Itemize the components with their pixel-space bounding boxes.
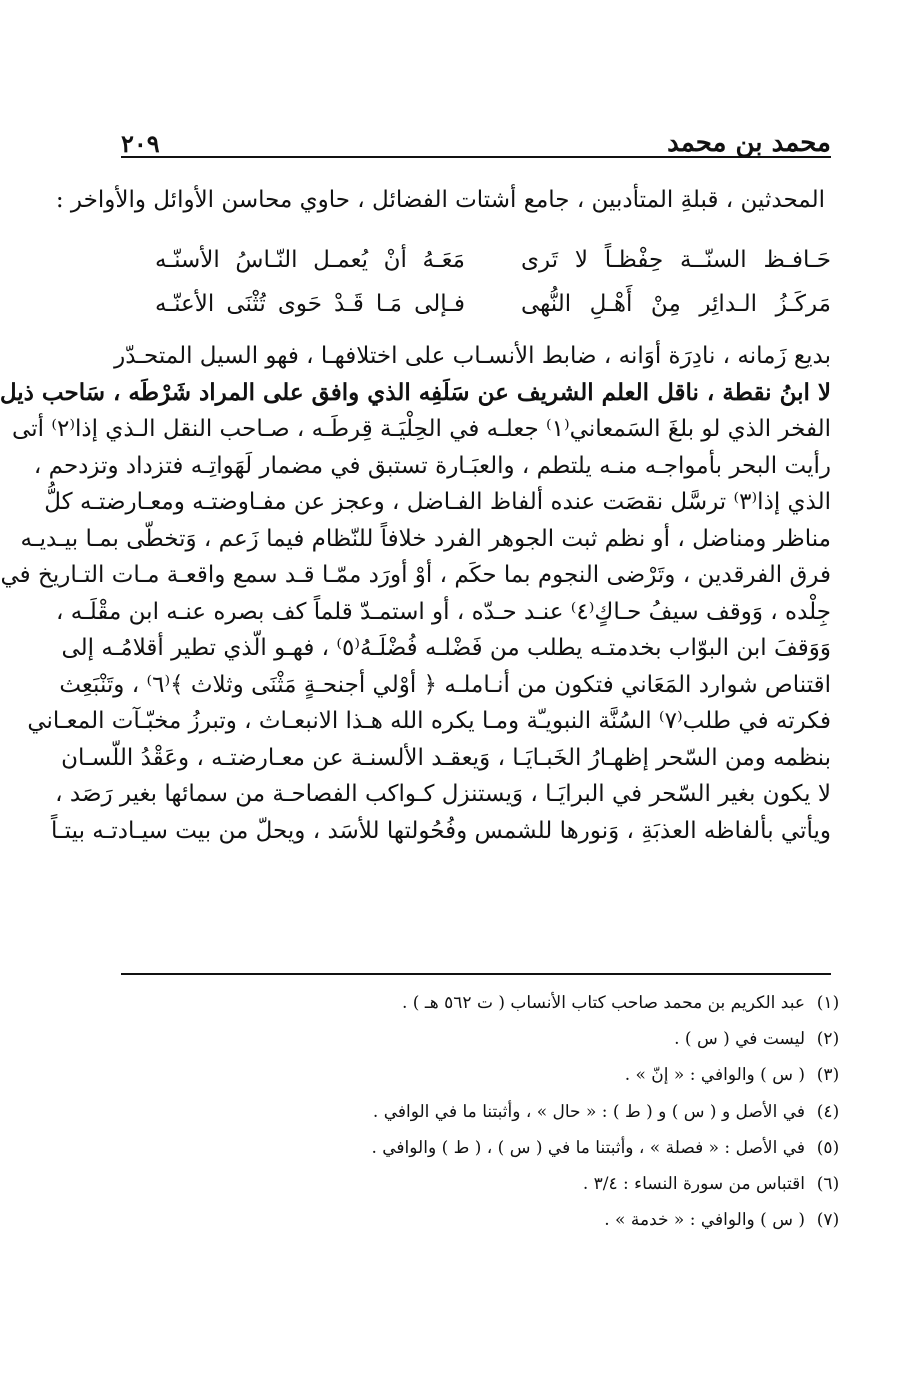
footnote-text: في الأصل و ( س ) و ( ط ) : « حال » ، وأثبتنا ما في الوافي . — [372, 1101, 805, 1122]
body-line: الفخر الذي لو بلغَ السَمعاني⁽١⁾ جعلـه في الحِلْيَـة قِرطَـه ، صـاحب النقل الـذي إذا⁽٢⁾ أتى — [12, 416, 831, 442]
poem — [155, 238, 831, 326]
hemistich-first: حَـافـظ السنّــة حِفْظـاً لا تَرى — [521, 247, 831, 273]
poem-verse — [155, 282, 831, 326]
hemistich-second: فـإلى مَـا قَـدْ حَوى تُثْنَى الأعنّـه — [155, 291, 465, 317]
footnote — [243, 1202, 851, 1238]
page-header — [121, 120, 831, 158]
footnote-number: (٥) — [816, 1137, 840, 1158]
footnote-text: ليست في ( س ) . — [674, 1029, 805, 1050]
footnote-number: (٣) — [816, 1065, 840, 1086]
poem-verse — [155, 238, 831, 282]
body-line: مناظر ومناضل ، أو نظم ثبت الجوهر الفرد خلافاً للنّظام فيما زَعم ، وَتخطّى بمـا بيـديـه — [20, 525, 831, 552]
body-line: جِلْده ، وَوقف سيفُ حـاكٍ⁽٤⁾ عنـد حـدّه ، أو استمـدّ قلماً كف بصره عنـه ابن مقْلَـه ، — [55, 598, 831, 625]
body-line: بديع زَمانه ، نادِرَة أوَانه ، ضابط الأنسـاب على اختلافهـا ، فهو السيل المتحـدّر — [114, 343, 831, 369]
body-text — [0, 338, 831, 849]
footnote — [243, 985, 851, 1021]
footnote-number: (٢) — [816, 1029, 840, 1050]
hemistich-first: مَركَـزُ الـدائِر مِنْ أَهْـلِ النُّهى — [521, 291, 831, 317]
footnote-text: في الأصل : « فصلة » ، وأثبتنا ما في ( س ) ، ( ط ) والوافي . — [371, 1137, 805, 1158]
body-line: لا ابنُ نقطة ، ناقل العلم الشريف عن سَلَفِه الذي وافق على المراد شَرْطَه ، سَاحب ذيل — [0, 378, 831, 406]
footnote — [243, 1094, 851, 1130]
footnote-text: ( س ) والوافي : « خدمة » . — [604, 1210, 805, 1231]
intro-line: المحدثين ، قبلةِ المتأدبين ، جامع أشتات الفضائل ، حاوي محاسن الأوائل والأواخر : — [55, 187, 825, 213]
footnote — [243, 1166, 851, 1202]
footnote-number: (٤) — [816, 1101, 840, 1122]
footnote-number: (٧) — [816, 1210, 840, 1231]
footnote — [243, 1021, 851, 1057]
body-line: بنظمه ومن السّحر إظهـارُ الخَبـايَـا ، وَيعقـد الألسنـة عن معـارضتـه ، وعَقْدُ اللّسـان — [61, 744, 831, 771]
body-line: الذي إذا⁽٣⁾ ترسَّل نقصَت عنده ألفاظ الفـاضل ، وعجز عن مفـاوضتـه ومعـارضتـه كلُّ — [44, 489, 831, 515]
running-title: محمد بن محمد — [667, 128, 831, 158]
body-line: ويأتي بألفاظه العذبَةِ ، وَنورها للشمس وفُحُولتها للأسَد ، ويحلّ من بيت سيـادتـه بيتـاً — [50, 817, 831, 844]
footnotes — [243, 985, 851, 1238]
body-line: فرق الفرقدين ، وتَرْضى النجوم بما حكَم ، أوْ أورَد ممّـا قـد سمع واقعـة مـات التـاريخ في — [0, 562, 831, 588]
footnote-number: (١) — [816, 993, 840, 1013]
page-number: ٢٠٩ — [121, 129, 160, 158]
footnote — [243, 1130, 851, 1166]
footnote — [243, 1057, 851, 1093]
header-rule — [121, 156, 831, 158]
body-line: اقتناص شوارد المَعَاني فتكون من أنـاملـه ﴿ أوْلي أجنحـةٍ مَثْنَى وثلاث ﴾⁽٦⁾ ، وتَنْبَعِث — [59, 671, 831, 698]
footnote-text: عبد الكريم بن محمد صاحب كتاب الأنساب ( ت ٥٦٢ هـ ) . — [401, 993, 805, 1013]
footnote-text: ( س ) والوافي : « إنّ » . — [624, 1065, 805, 1086]
body-line: وَوَقفَ ابن البوّاب بخدمتـه يطلب من فَضْلـه فُضْلَـهُ⁽٥⁾ ، فهـو الّذي تطير أقلامُـه إلى — [61, 635, 831, 661]
body-line: لا يكون بغير السّحر في البرايَـا ، وَيستنزل كـواكب الفصاحـة من سمائها بغير رَصَد ، — [55, 781, 831, 807]
body-line: رأيت البحر بأمواجـه منـه يلتطم ، والعبَـارة تستبق في مضمار لَهَواتِـه فتزداد وتزدحم ، — [33, 452, 831, 479]
footnote-rule — [121, 973, 831, 975]
body-line: فكرته في طلب⁽٧⁾ السُنَّة النبويـّة ومـا يكره الله هـذا الانبعـاث ، وتبرزُ مخبّـآت المعـاني — [27, 708, 831, 734]
hemistich-second: مَعَـهُ أنْ يُعمـل النّـاسُ الأسنّـه — [155, 247, 465, 273]
footnote-number: (٦) — [816, 1173, 840, 1194]
footnote-text: اقتباس من سورة النساء : ٣/٤ . — [582, 1173, 805, 1194]
